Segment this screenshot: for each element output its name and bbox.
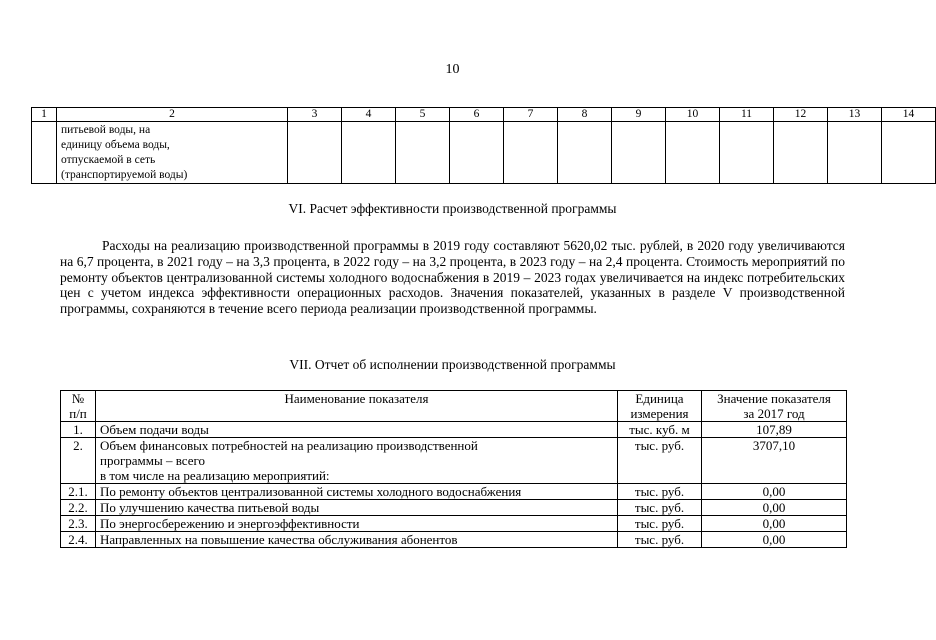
- row-name: По ремонту объектов централизованной системы холодного водоснабжения: [96, 484, 618, 500]
- row-unit: тыс. руб.: [618, 516, 702, 532]
- row-unit: тыс. куб. м: [618, 422, 702, 438]
- indicator-name-continued: питьевой воды, на единицу объема воды, отпускаемой в сеть (транспортируемой воды): [61, 124, 188, 181]
- row-name: По энергосбережению и энергоэффективности: [96, 516, 618, 532]
- table-row: [61, 532, 847, 548]
- row-value: 0,00: [702, 500, 847, 516]
- section-7-title: VII. Отчет об исполнении производственной программы: [289, 357, 616, 372]
- page-number: 10: [445, 62, 460, 77]
- column-number: 7: [504, 108, 558, 122]
- column-number: 11: [720, 108, 774, 122]
- report-table: [60, 390, 847, 548]
- row-value: 0,00: [702, 516, 847, 532]
- column-number: 10: [666, 108, 720, 122]
- row-num: 2.3.: [61, 516, 96, 532]
- row-name: Объем подачи воды: [96, 422, 618, 438]
- row-num: 2.: [61, 438, 96, 484]
- row-name: Направленных на повышение качества обслуживания абонентов: [96, 532, 618, 548]
- row-name: По улучшению качества питьевой воды: [96, 500, 618, 516]
- continuation-table-row: [32, 122, 936, 184]
- row-unit: тыс. руб.: [618, 484, 702, 500]
- row-name: Объем финансовых потребностей на реализацию производственной программы – всего в том числе на реализацию мероприятий:: [96, 438, 618, 484]
- row-value: 3707,10: [702, 438, 847, 484]
- row-unit: тыс. руб.: [618, 438, 702, 484]
- row-value: 0,00: [702, 484, 847, 500]
- row-num: 1.: [61, 422, 96, 438]
- column-number: 12: [774, 108, 828, 122]
- column-number: 3: [288, 108, 342, 122]
- column-number: 13: [828, 108, 882, 122]
- table-row: [61, 438, 847, 484]
- continuation-table: [31, 107, 936, 184]
- column-number: 4: [342, 108, 396, 122]
- continuation-table-header: [32, 108, 936, 122]
- table-row: [61, 484, 847, 500]
- section-6-title: VI. Расчет эффективности производственной программы: [288, 201, 617, 216]
- row-value: 107,89: [702, 422, 847, 438]
- row-num: 2.2.: [61, 500, 96, 516]
- row-unit: тыс. руб.: [618, 500, 702, 516]
- column-number: 14: [882, 108, 936, 122]
- table-row: [61, 422, 847, 438]
- column-number: 5: [396, 108, 450, 122]
- row-num: 2.4.: [61, 532, 96, 548]
- header-name: Наименование показателя: [96, 391, 618, 422]
- column-number: 2: [57, 108, 288, 122]
- column-number: 1: [32, 108, 57, 122]
- column-number: 9: [612, 108, 666, 122]
- row-value: 0,00: [702, 532, 847, 548]
- header-value: Значение показателя за 2017 год: [702, 391, 847, 422]
- header-num: № п/п: [61, 391, 96, 422]
- row-unit: тыс. руб.: [618, 532, 702, 548]
- row-num: 2.1.: [61, 484, 96, 500]
- table-row: [61, 516, 847, 532]
- header-unit: Единица измерения: [618, 391, 702, 422]
- column-number: 8: [558, 108, 612, 122]
- section-6-paragraph: Расходы на реализацию производственной программы в 2019 году составляют 5620,02 тыс. рублей, в 2020 году увеличиваются на 6,7 процента, в 2021 году – на 3,3 процента, в 2022 году – на 3,2 процента, в 2023 году – на 2,4 процента. Стоимость мероприятий по ремонту объектов централизованной системы холодного водоснабжения в 2019 – 2023 годах увеличивается на индекс потребительских цен с учетом индекса эффективности операционных расходов. Значения показателей, указанных в разделе V производственной программы, сохраняются в течение всего периода реализации производственной программы.: [60, 238, 845, 317]
- report-table-header: [61, 391, 847, 422]
- table-row: [61, 500, 847, 516]
- column-number: 6: [450, 108, 504, 122]
